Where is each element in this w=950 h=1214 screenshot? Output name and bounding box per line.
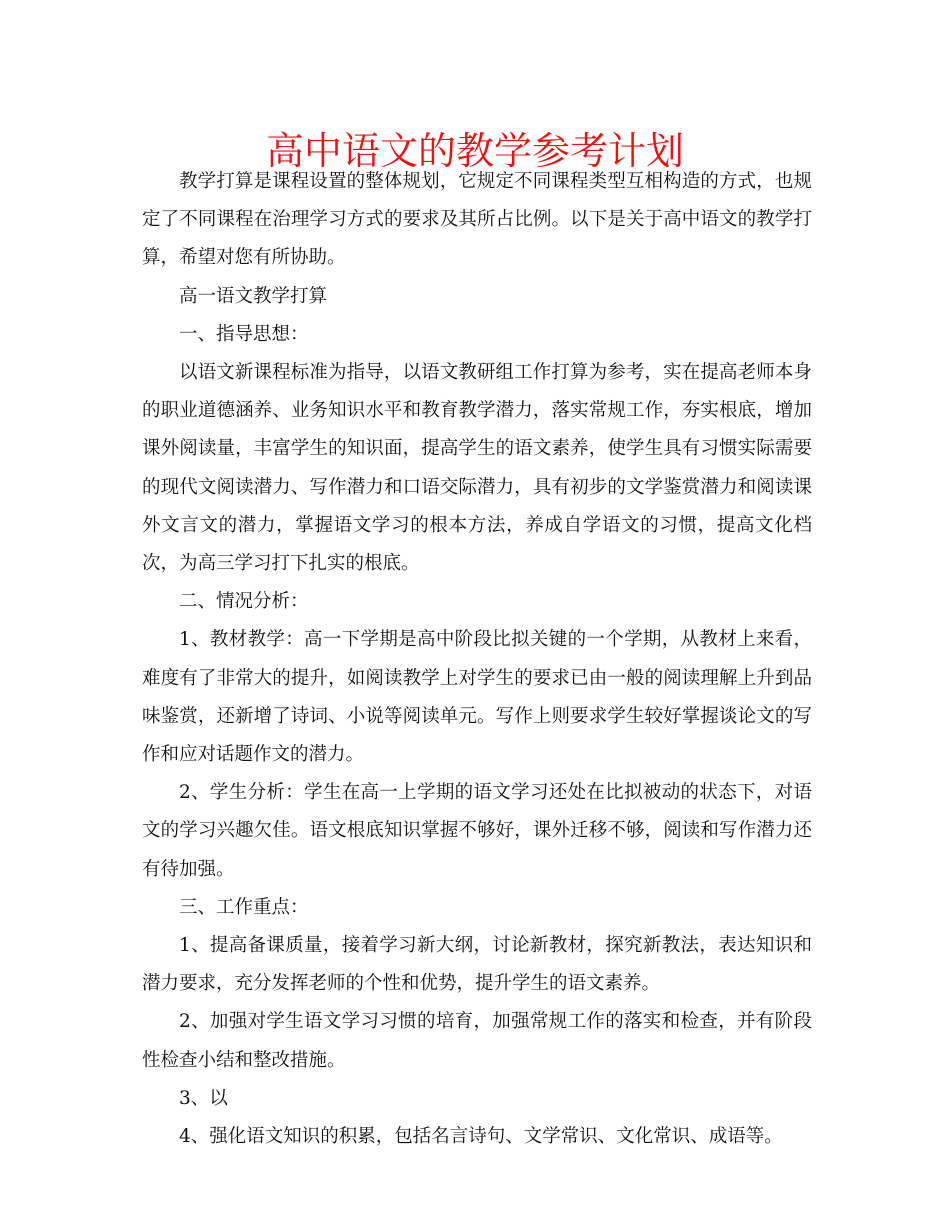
section-heading-grade-one: 高一语文教学打算 [179, 285, 328, 307]
list-item-focus-2: 2、加强对学生语文学习习惯的培育，加强常规工作的落实和检查，并有阶段性检查小结和整改措施。 [142, 1011, 812, 1071]
paragraph-student-analysis: 2、学生分析：学生在高一上学期的语文学习还处在比拟被动的状态下，对语文的学习兴趣欠佳。语文根底知识掌握不够好，课外迁移不够，阅读和写作潜力还有待加强。 [142, 782, 812, 880]
list-item-focus-1: 1、提高备课质量，接着学习新大纲，讨论新教材，探究新教法，表达知识和潜力要求，充分发挥老师的个性和优势，提升学生的语文素养。 [142, 935, 812, 995]
section-heading-situation-analysis: 二、情况分析： [179, 591, 309, 613]
list-item-focus-4: 4、强化语文知识的积累，包括名言诗句、文学常识、文化常识、成语等。 [179, 1126, 783, 1148]
document-body [142, 163, 812, 1156]
list-item-focus-3: 3、以 [179, 1087, 228, 1109]
paragraph-intro: 教学打算是课程设置的整体规划，它规定不同课程类型互相构造的方式，也规定了不同课程在治理学习方式的要求及其所占比例。以下是关于高中语文的教学打算，希望对您有所协助。 [142, 171, 812, 269]
section-heading-work-focus: 三、工作重点： [179, 896, 309, 918]
document-title: 高中语文的教学参考计划 [265, 129, 684, 173]
paragraph-textbook-teaching: 1、教材教学：高一下学期是高中阶段比拟关键的一个学期，从教材上来看，难度有了非常大的提升，如阅读教学上对学生的要求已由一般的阅读理解上升到品味鉴赏，还新增了诗词、小说等阅读单元。写作上则要求学生较好掌握谈论文的写作和应对话题作文的潜力。 [142, 629, 812, 766]
paragraph-guiding-ideology: 以语文新课程标准为指导，以语文教研组工作打算为参考，实在提高老师本身的职业道德涵养、业务知识水平和教育教学潜力，落实常规工作，夯实根底，增加课外阅读量，丰富学生的知识面，提高学生的语文素养，使学生具有习惯实际需要的现代文阅读潜力、写作潜力和口语交际潜力，具有初步的文学鉴赏潜力和阅读课外文言文的潜力，掌握语文学习的根本方法，养成自学语文的习惯，提高文化档次，为高三学习打下扎实的根底。 [142, 362, 812, 575]
section-heading-guiding-ideology: 一、指导思想： [179, 323, 309, 345]
